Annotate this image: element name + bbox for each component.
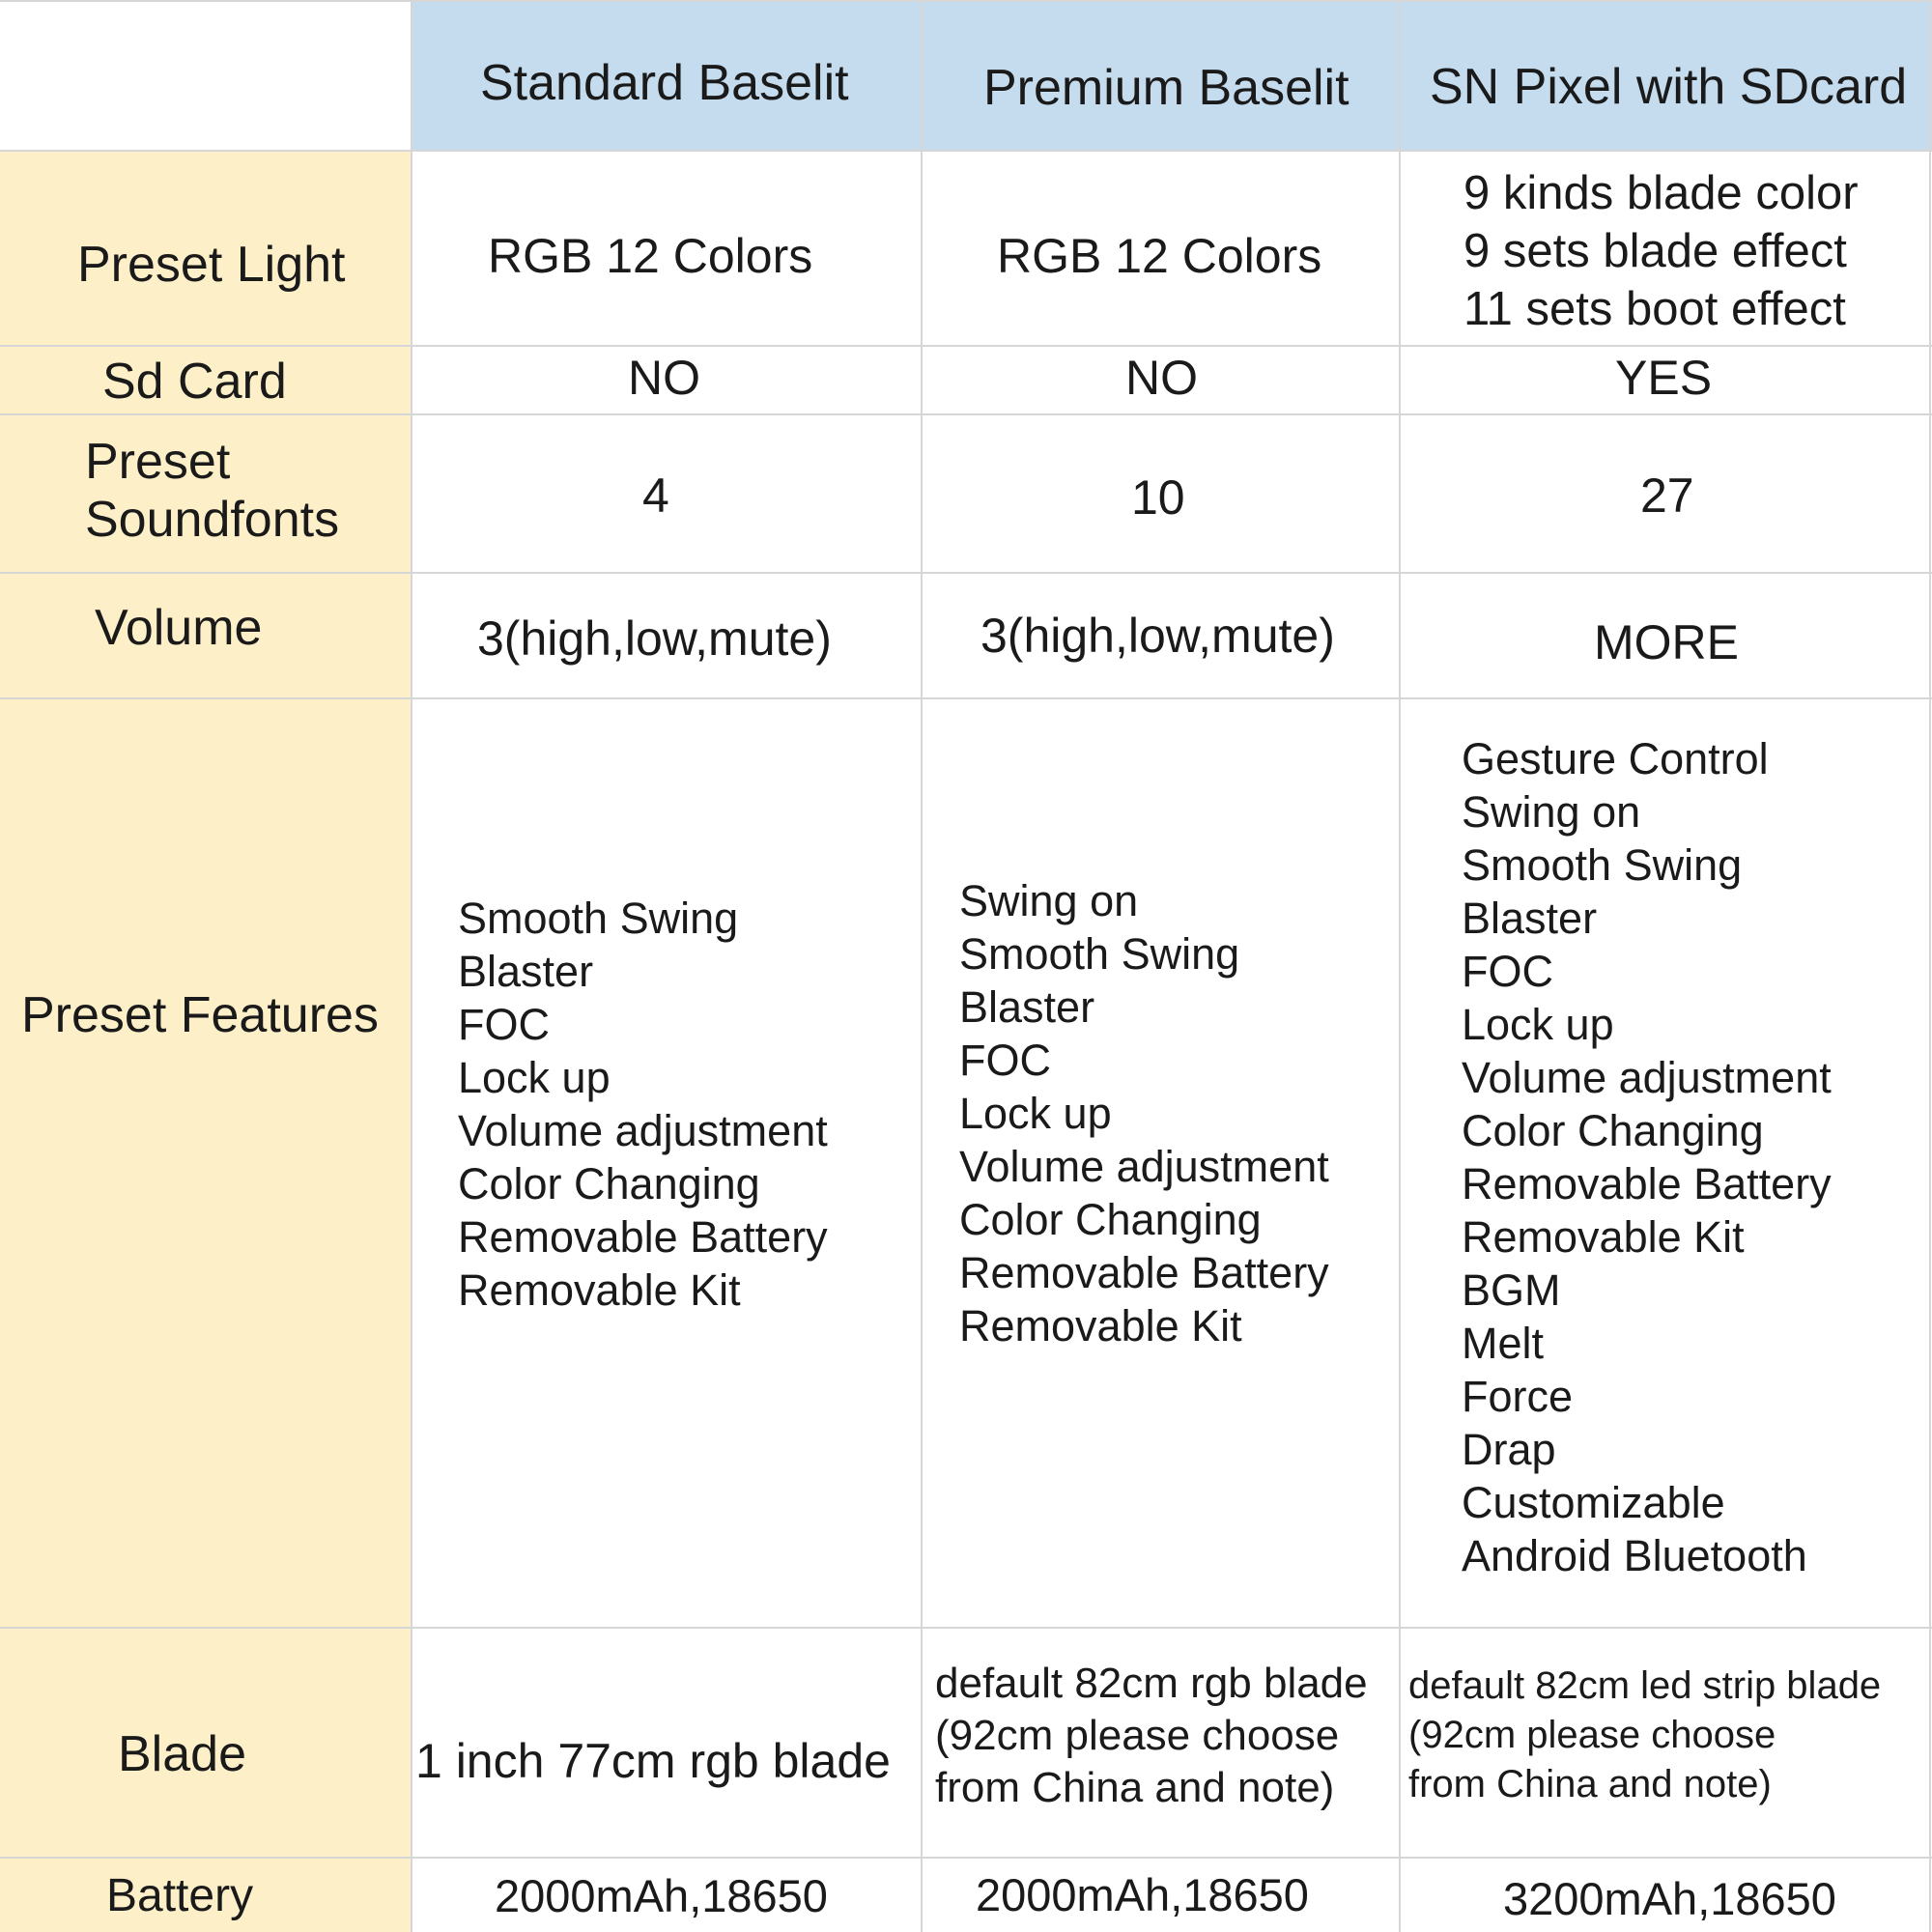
list-item: Swing on bbox=[959, 876, 1139, 925]
list-item: Smooth Swing bbox=[1462, 840, 1743, 890]
row-label-battery: Battery bbox=[106, 1870, 254, 1921]
list-item: 9 sets blade effect bbox=[1463, 225, 1847, 277]
preset-light-premium: RGB 12 Colors bbox=[997, 229, 1322, 283]
row-divider bbox=[0, 150, 1932, 152]
list-item: from China and note) bbox=[1408, 1763, 1772, 1805]
list-item: 9 kinds blade color bbox=[1463, 167, 1859, 219]
list-item: Drap bbox=[1462, 1425, 1556, 1474]
list-item: (92cm please choose bbox=[1408, 1714, 1776, 1756]
volume-standard: 3(high,low,mute) bbox=[477, 611, 832, 666]
list-item: Blaster bbox=[959, 982, 1095, 1032]
soundfonts-premium: 10 bbox=[1131, 470, 1185, 525]
row-label-soundfonts-line1: Preset bbox=[85, 434, 231, 490]
battery-pixel: 3200mAh,18650 bbox=[1503, 1873, 1836, 1924]
header-pixel: SN Pixel with SDcard bbox=[1430, 59, 1908, 115]
list-item: Removable Battery bbox=[959, 1248, 1329, 1297]
row-divider bbox=[0, 413, 1932, 415]
list-item: FOC bbox=[959, 1036, 1051, 1085]
row-label-soundfonts-line2: Soundfonts bbox=[85, 492, 340, 548]
row-label-blade: Blade bbox=[118, 1726, 246, 1782]
sd-card-pixel: YES bbox=[1615, 351, 1713, 405]
blade-standard: 1 inch 77cm rgb blade bbox=[415, 1734, 891, 1788]
list-item: Melt bbox=[1462, 1319, 1545, 1368]
column-divider bbox=[921, 0, 923, 1932]
row-divider bbox=[0, 697, 1932, 699]
list-item: Volume adjustment bbox=[458, 1106, 828, 1155]
row-divider bbox=[0, 1857, 1932, 1859]
volume-premium: 3(high,low,mute) bbox=[980, 609, 1335, 663]
blade-pixel bbox=[1408, 1662, 1881, 1809]
list-item: Android Bluetooth bbox=[1462, 1531, 1807, 1580]
list-item: BGM bbox=[1462, 1265, 1561, 1315]
row-label-preset-light: Preset Light bbox=[77, 237, 346, 293]
list-item: FOC bbox=[1462, 947, 1553, 996]
list-item: default 82cm led strip blade bbox=[1408, 1664, 1882, 1707]
row-label-preset-features: Preset Features bbox=[21, 987, 379, 1043]
row-divider bbox=[0, 345, 1932, 347]
preset-light-pixel bbox=[1463, 164, 1859, 338]
column-divider bbox=[411, 0, 412, 1932]
corner-cell bbox=[0, 0, 412, 151]
row-label-sd-card: Sd Card bbox=[102, 354, 287, 410]
list-item: Removable Kit bbox=[959, 1301, 1242, 1350]
battery-premium: 2000mAh,18650 bbox=[976, 1869, 1309, 1920]
list-item: Blaster bbox=[1462, 894, 1598, 943]
list-item: Volume adjustment bbox=[959, 1142, 1329, 1191]
header-premium: Premium Baselit bbox=[983, 60, 1350, 116]
list-item: Removable Kit bbox=[458, 1265, 741, 1315]
list-item: Smooth Swing bbox=[458, 894, 739, 943]
features-pixel bbox=[1462, 732, 1832, 1582]
volume-pixel: MORE bbox=[1594, 615, 1739, 669]
list-item: Color Changing bbox=[959, 1195, 1262, 1244]
preset-light-standard: RGB 12 Colors bbox=[488, 229, 813, 283]
row-divider bbox=[0, 0, 1932, 2]
list-item: 11 sets boot effect bbox=[1463, 283, 1846, 335]
list-item: Force bbox=[1462, 1372, 1574, 1421]
list-item: Color Changing bbox=[458, 1159, 760, 1208]
list-item: Volume adjustment bbox=[1462, 1053, 1832, 1102]
battery-standard: 2000mAh,18650 bbox=[495, 1870, 828, 1921]
sd-card-standard: NO bbox=[628, 351, 700, 405]
sd-card-premium: NO bbox=[1125, 351, 1198, 405]
list-item: Smooth Swing bbox=[959, 929, 1240, 979]
blade-premium bbox=[935, 1658, 1368, 1814]
list-item: from China and note) bbox=[935, 1764, 1335, 1811]
list-item: Blaster bbox=[458, 947, 594, 996]
features-standard bbox=[458, 892, 828, 1317]
header-standard: Standard Baselit bbox=[480, 55, 849, 111]
soundfonts-pixel: 27 bbox=[1640, 469, 1694, 523]
row-divider bbox=[0, 572, 1932, 574]
list-item: Removable Battery bbox=[1462, 1159, 1832, 1208]
list-item: Removable Kit bbox=[1462, 1212, 1745, 1262]
column-divider bbox=[1929, 0, 1931, 1932]
list-item: Lock up bbox=[1462, 1000, 1614, 1049]
row-divider bbox=[0, 1627, 1932, 1629]
column-divider bbox=[1399, 0, 1401, 1932]
list-item: Gesture Control bbox=[1462, 734, 1769, 783]
soundfonts-standard: 4 bbox=[642, 469, 669, 523]
list-item: Removable Battery bbox=[458, 1212, 828, 1262]
list-item: default 82cm rgb blade bbox=[935, 1660, 1368, 1707]
list-item: Color Changing bbox=[1462, 1106, 1764, 1155]
list-item: Swing on bbox=[1462, 787, 1641, 837]
list-item: Lock up bbox=[959, 1089, 1112, 1138]
list-item: (92cm please choose bbox=[935, 1712, 1340, 1759]
row-label-volume: Volume bbox=[95, 600, 263, 656]
list-item: FOC bbox=[458, 1000, 550, 1049]
list-item: Customizable bbox=[1462, 1478, 1725, 1527]
features-premium bbox=[959, 874, 1329, 1352]
list-item: Lock up bbox=[458, 1053, 611, 1102]
